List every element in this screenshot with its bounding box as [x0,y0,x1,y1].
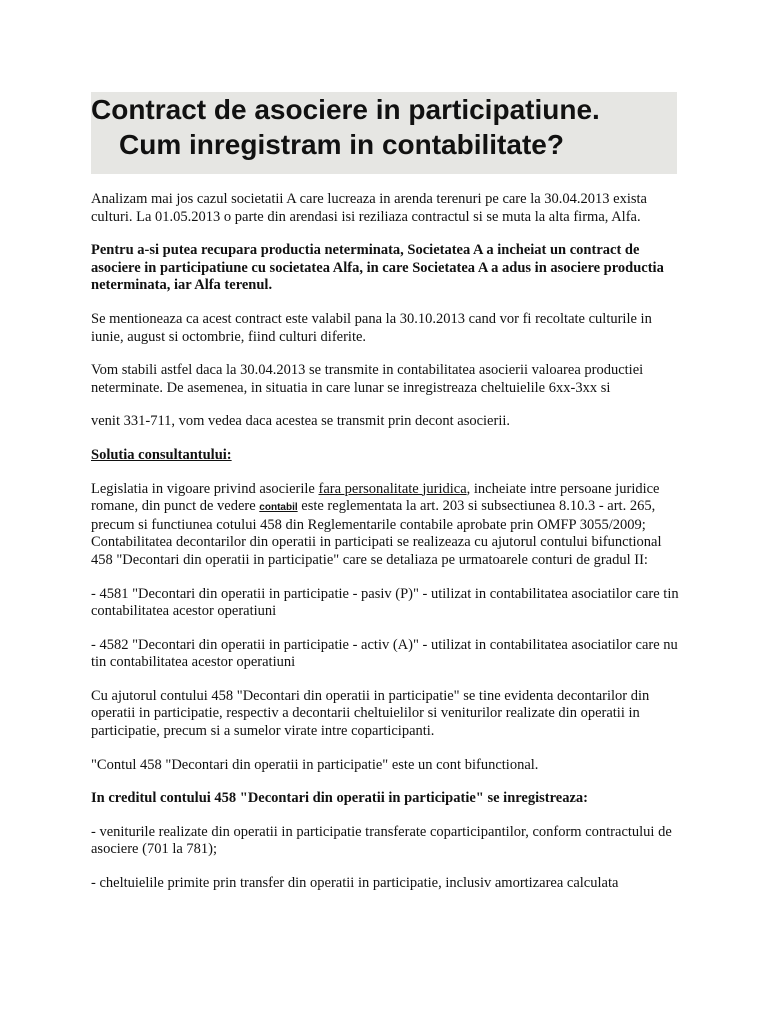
legislation-text-middle: , incheiate intre persoane juridice romane, din punct de vedere [91,480,660,515]
page-title-line-2: Cum inregistram in contabilitate? [119,129,564,160]
list-item-revenues: - veniturile realizate din operatii in participatie transferate coparticipantilor, conform contractului de asociere (701 la 781); [91,823,672,858]
paragraph-intro: Analizam mai jos cazul societatii A care lucreaza in arenda terenuri pe care la 30.04.2013 exista culturi. La 01.05.2013 o parte din arendasi isi reziliaza contractul si se muta la alta firma, Alfa. [91,191,647,225]
legislation-text-start: Legislatia in vigoare privind asocierile [91,480,319,497]
paragraph-account-458: Contabilitatea decontarilor din operatii in participati se realizeaza cu ajutorul contului bifunctional 458 "Decontari din operatii in participatie" care se detaliaza pe urmatoarele conturi de gradul II: [91,534,662,568]
article-body [91,191,681,909]
list-item-4581: - 4581 "Decontari din operatii in participatie - pasiv (P)" - utilizat in contabilitatea asociatilor care tin contabilitatea acestor operatiuni [91,585,679,620]
paragraph-bifunctional: "Contul 458 "Decontari din operatii in participatie" este un cont bifunctional. [91,756,539,773]
paragraph-bold-context: Pentru a-si putea recupara productia neterminata, Societatea A a incheiat un contract de asociere in participatiune cu societatea Alfa, in care Societatea A a adus in asociere productia neterminata, iar Alfa terenul. [91,242,664,294]
paragraph-validity: Se mentioneaza ca acest contract este valabil pana la 30.10.2013 cand vor fi recoltate culturile in iunie, august si octombrie, fiind culturi diferite. [91,310,652,345]
paragraph-credit-heading: In creditul contului 458 "Decontari din operatii in participatie" se inregistreaza: [91,790,588,807]
list-item-expenses: - cheltuielile primite prin transfer din operatii in participatie, inclusiv amortizarea calculata [91,875,619,892]
link-fara-personalitate-juridica[interactable]: fara personalitate juridica [318,480,467,497]
paragraph-question: Vom stabili astfel daca la 30.04.2013 se transmite in contabilitatea asocierii valoarea productiei neterminate. De asemenea, in situatia in care lunar se inregistreaza cheltuielile 6xx-3xx si [91,362,644,396]
paragraph-legislation [91,481,681,535]
title-banner [91,92,677,174]
section-heading-solution: Solutia consultantului: [91,446,232,463]
link-contabil[interactable]: contabil [259,502,298,514]
legislation-text-end: este reglementata la art. 203 si subsectiunea 8.10.3 - art. 265, precum si functiunea cotului 458 din Reglementarile contabile aprobate prin OMFP 3055/2009; [91,498,656,533]
page-title-line-1: Contract de asociere in participatiune. [91,94,600,125]
list-item-4582: - 4582 "Decontari din operatii in participatie - activ (A)" - utilizat in contabilitatea asociatilor care nu tin contabilitatea acestor operatiuni [91,636,678,671]
paragraph-account-usage: Cu ajutorul contului 458 "Decontari din operatii in participatie" se tine evidenta decontarilor din operatii in participatie, respectiv a decontarii cheltuielilor si veniturilor realizate din operatii in participatie, precum si a sumelor virate intre coparticipanti. [91,687,650,740]
paragraph-question-continued: venit 331-711, vom vedea daca acestea se transmit prin decont asocierii. [91,413,510,430]
